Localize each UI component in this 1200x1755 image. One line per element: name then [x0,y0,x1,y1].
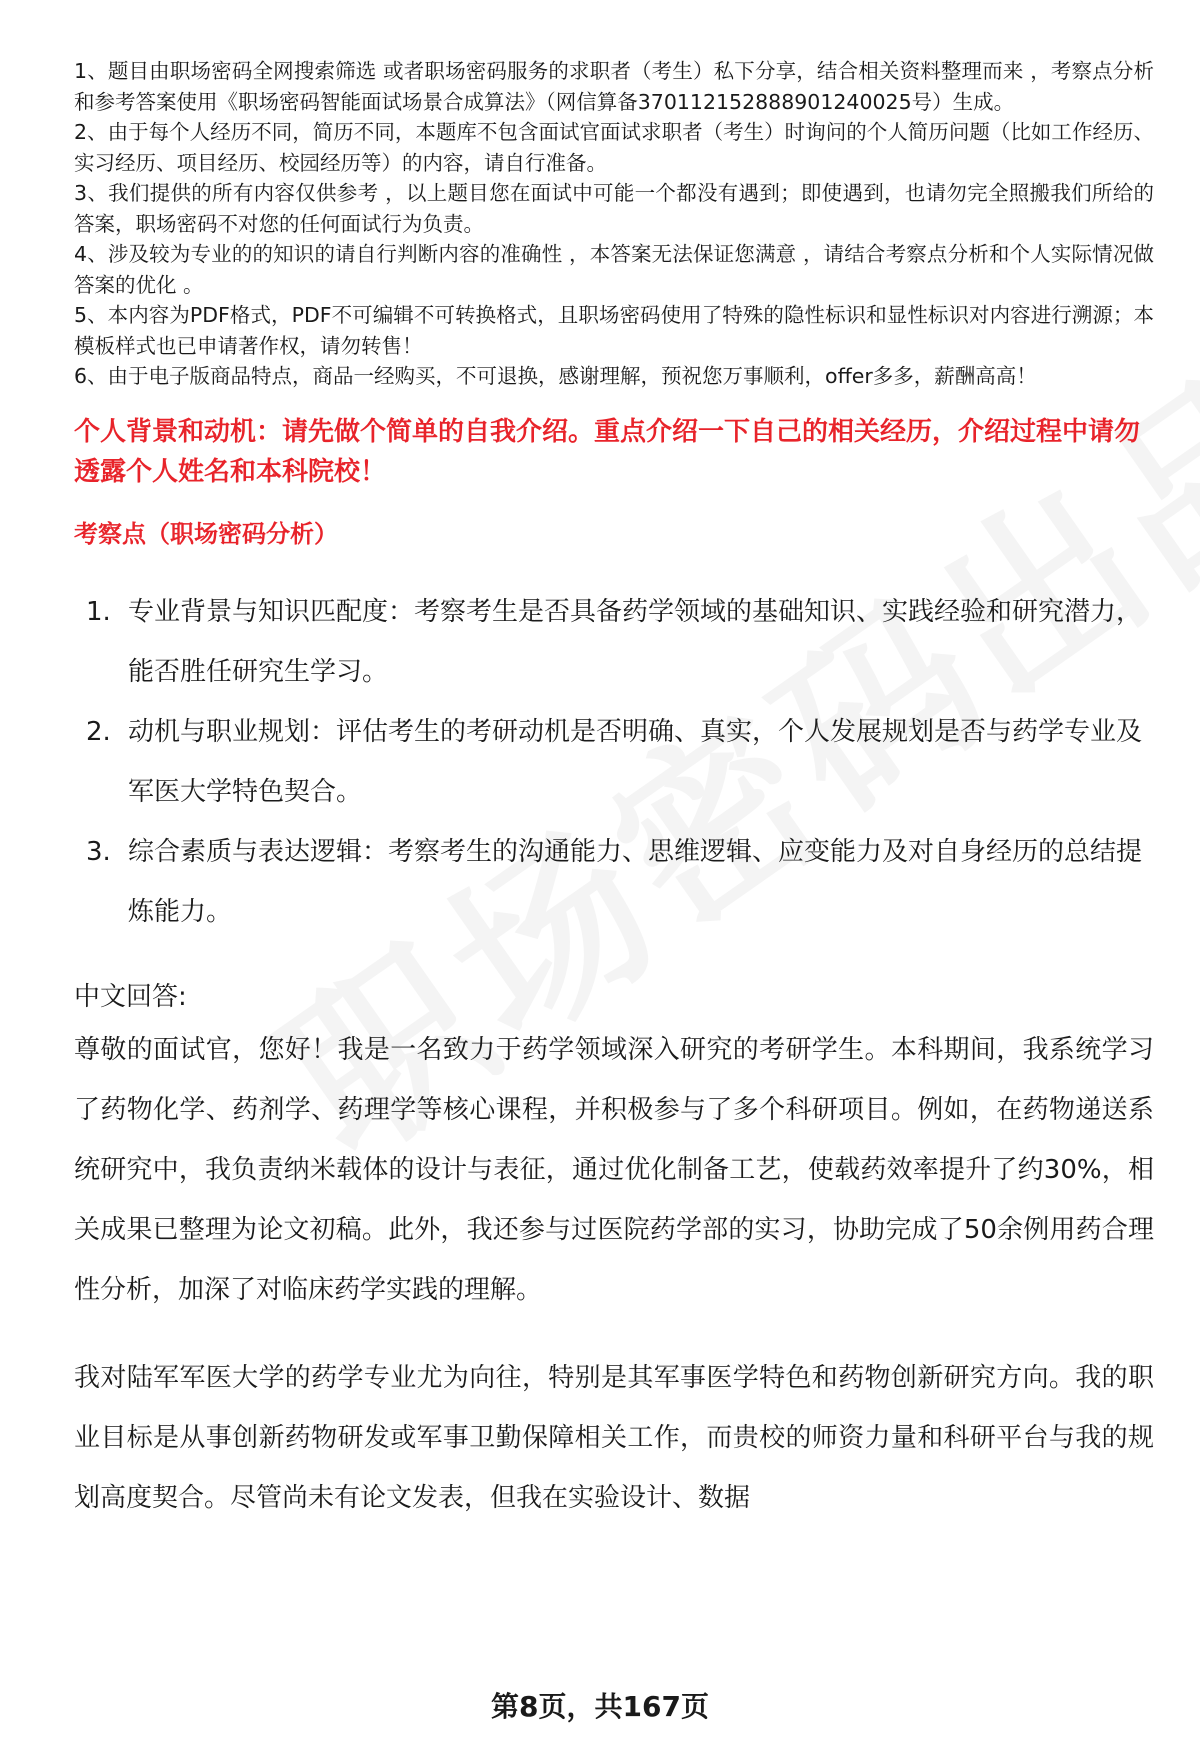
note-item: 1、题目由职场密码全网搜索筛选 或者职场密码服务的求职者（考生）私下分享，结合相关资料整理而来 ，考察点分析和参考答案使用《职场密码智能面试场景合成算法》（网信算备370112152888901240025号）生成。 [74,59,1154,114]
answer-paragraph: 我对陆军军医大学的药学专业尤为向往，特别是其军事医学特色和药物创新研究方向。我的职业目标是从事创新药物研发或军事卫勤保障相关工作，而贵校的师资力量和科研平台与我的规划高度契合。尽管尚未有论文发表，但我在实验设计、数据 [74,1362,1154,1513]
analysis-point [74,822,1154,942]
analysis-point [74,582,1154,702]
analysis-points [74,582,1154,942]
answer-heading: 中文回答: [74,981,187,1012]
note-item: 4、涉及较为专业的的知识的请自行判断内容的准确性 ，本答案无法保证您满意 ，请结合考察点分析和个人实际情况做答案的优化 。 [74,242,1154,297]
analysis-title: 考察点（职场密码分析） [74,519,338,548]
answer-paragraph: 尊敬的面试官，您好！我是一名致力于药学领域深入研究的考研学生。本科期间，我系统学习了药物化学、药剂学、药理学等核心课程，并积极参与了多个科研项目。例如，在药物递送系统研究中，我负责纳米载体的设计与表征，通过优化制备工艺，使载药效率提升了约30%，相关成果已整理为论文初稿。此外，我还参与过医院药学部的实习，协助完成了50余例用药合理性分析，加深了对临床药学实践的理解。 [74,1034,1154,1305]
interview-question: 个人背景和动机：请先做个简单的自我介绍。重点介绍一下自己的相关经历，介绍过程中请勿透露个人姓名和本科院校！ [74,416,1141,487]
point-text: 动机与职业规划：评估考生的考研动机是否明确、真实，个人发展规划是否与药学专业及军医大学特色契合。 [128,716,1143,807]
note-item: 3、我们提供的所有内容仅供参考 ，以上题目您在面试中可能一个都没有遇到；即使遇到，也请勿完全照搬我们所给的答案，职场密码不对您的任何面试行为负责。 [74,181,1154,236]
note-item: 6、由于电子版商品特点，商品一经购买，不可退换，感谢理解，预祝您万事顺利，offer多多，薪酬高高！ [74,364,1037,388]
point-text: 综合素质与表达逻辑：考察考生的沟通能力、思维逻辑、应变能力及对自身经历的总结提炼能力。 [128,836,1143,927]
point-text: 专业背景与知识匹配度：考察考生是否具备药学领域的基础知识、实践经验和研究潜力，能否胜任研究生学习。 [128,596,1143,687]
page-number: 第8页，共167页 [491,1690,709,1723]
document-page [74,56,1154,1528]
disclaimer-notes [74,56,1154,392]
point-number: 2. [86,716,111,747]
point-number: 3. [86,836,111,867]
note-item: 2、由于每个人经历不同，简历不同，本题库不包含面试官面试求职者（考生）时询问的个人简历问题（比如工作经历、实习经历、项目经历、校园经历等）的内容，请自行准备。 [74,120,1154,175]
analysis-point [74,702,1154,822]
note-item: 5、本内容为PDF格式，PDF不可编辑不可转换格式，且职场密码使用了特殊的隐性标识和显性标识对内容进行溯源；本模板样式也已申请著作权，请勿转售！ [74,303,1154,358]
point-number: 1. [86,596,111,627]
